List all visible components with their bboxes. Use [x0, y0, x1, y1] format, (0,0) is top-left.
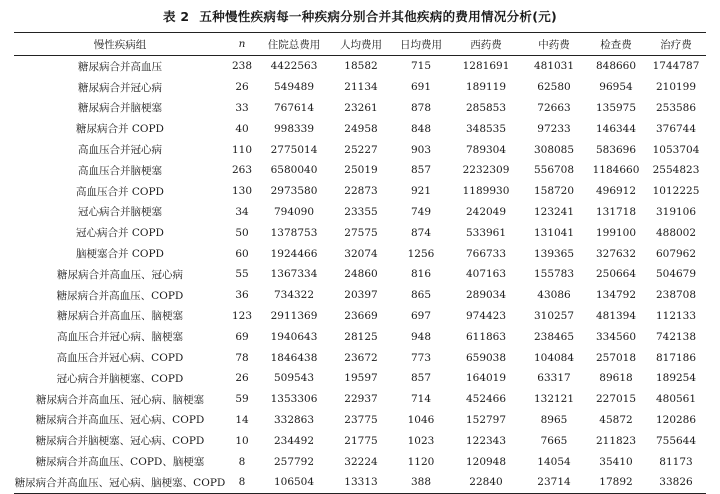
value-cell: 23714 [537, 476, 571, 489]
value-cell: 189119 [465, 81, 507, 94]
value-cell: 122343 [465, 434, 507, 447]
value-cell: 556708 [533, 164, 575, 177]
value-cell: 319106 [655, 205, 697, 218]
value-cell: 10 [235, 434, 249, 447]
group-name-cell: 冠心病合并脑梗塞 [78, 206, 162, 219]
group-name-cell: 脑梗塞合并 COPD [76, 248, 164, 261]
value-cell: 481031 [533, 60, 575, 73]
value-cell: 452466 [465, 393, 507, 406]
value-cell: 794090 [273, 205, 315, 218]
value-cell: 26 [235, 372, 249, 385]
group-name-cell: 糖尿病合并高血压、COPD、脑梗塞 [35, 456, 205, 469]
value-cell: 89618 [599, 372, 633, 385]
table-row [14, 306, 706, 327]
value-cell: 2554823 [652, 164, 700, 177]
value-cell: 14054 [537, 455, 571, 468]
group-name-cell: 糖尿病合并高血压、冠心病、脑梗塞 [36, 393, 204, 406]
value-cell: 158720 [533, 185, 575, 198]
group-name-cell: 冠心病合并 COPD [76, 227, 164, 240]
value-cell: 69 [235, 330, 249, 343]
table-row [14, 222, 706, 243]
value-cell: 21134 [344, 81, 378, 94]
table-row [14, 160, 706, 181]
value-cell: 78 [235, 351, 249, 364]
value-cell: 238465 [533, 330, 575, 343]
value-cell: 848 [410, 122, 432, 135]
column-header: n [238, 38, 246, 50]
group-name-cell: 糖尿病合并脑梗塞 [78, 102, 162, 115]
value-cell: 130 [231, 185, 253, 198]
value-cell: 1184660 [592, 164, 640, 177]
value-cell: 611863 [465, 330, 507, 343]
table-row [14, 410, 706, 431]
value-cell: 715 [410, 60, 432, 73]
value-cell: 1023 [407, 434, 435, 447]
value-cell: 691 [410, 81, 432, 94]
table-row [14, 451, 706, 472]
value-cell: 123241 [533, 205, 575, 218]
value-cell: 1053704 [652, 143, 700, 156]
table-row [14, 368, 706, 389]
value-cell: 2973580 [270, 185, 318, 198]
value-cell: 120286 [655, 413, 697, 426]
value-cell: 921 [410, 185, 432, 198]
value-cell: 488002 [655, 226, 697, 239]
value-cell: 1281691 [462, 60, 510, 73]
value-cell: 33 [235, 101, 249, 114]
table-row [14, 243, 706, 264]
table-row [14, 389, 706, 410]
column-header: 人均费用 [340, 38, 382, 51]
value-cell: 6580040 [270, 164, 318, 177]
value-cell: 27575 [344, 226, 378, 239]
value-cell: 697 [410, 309, 432, 322]
value-cell: 1846438 [270, 351, 318, 364]
value-cell: 72663 [537, 101, 571, 114]
table-header-row [14, 33, 706, 56]
column-header: 日均费用 [400, 38, 442, 51]
value-cell: 903 [410, 143, 432, 156]
value-cell: 106504 [273, 476, 315, 489]
value-cell: 62580 [537, 81, 571, 94]
value-cell: 749 [410, 205, 432, 218]
group-name-cell: 高血压合并冠心病、COPD [56, 352, 184, 365]
value-cell: 1367334 [270, 268, 318, 281]
value-cell: 135975 [595, 101, 637, 114]
value-cell: 310257 [533, 309, 575, 322]
value-cell: 146344 [595, 122, 637, 135]
value-cell: 22937 [344, 393, 378, 406]
value-cell: 23672 [344, 351, 378, 364]
value-cell: 25227 [344, 143, 378, 156]
value-cell: 1120 [407, 455, 435, 468]
value-cell: 773 [410, 351, 432, 364]
value-cell: 4422563 [270, 60, 318, 73]
value-cell: 112133 [655, 309, 697, 322]
value-cell: 32074 [344, 247, 378, 260]
value-cell: 50 [235, 226, 249, 239]
group-name-cell: 糖尿病合并高血压、脑梗塞 [57, 310, 183, 323]
value-cell: 263 [231, 164, 253, 177]
value-cell: 164019 [465, 372, 507, 385]
value-cell: 816 [410, 268, 432, 281]
value-cell: 767614 [273, 101, 315, 114]
value-cell: 1012225 [652, 185, 700, 198]
table-row [14, 77, 706, 98]
value-cell: 14 [235, 413, 249, 426]
value-cell: 327632 [595, 247, 637, 260]
group-name-cell: 高血压合并冠心病 [78, 144, 162, 157]
value-cell: 13313 [344, 476, 378, 489]
value-cell: 45872 [599, 413, 633, 426]
value-cell: 189254 [655, 372, 697, 385]
value-cell: 134792 [595, 289, 637, 302]
value-cell: 766733 [465, 247, 507, 260]
value-cell: 32224 [344, 455, 378, 468]
group-name-cell: 糖尿病合并 COPD [76, 123, 164, 136]
value-cell: 60 [235, 247, 249, 260]
value-cell: 25019 [344, 164, 378, 177]
value-cell: 152797 [465, 413, 507, 426]
value-cell: 22873 [344, 185, 378, 198]
value-cell: 1924466 [270, 247, 318, 260]
group-name-cell: 冠心病合并脑梗塞、COPD [56, 372, 184, 385]
group-name-cell: 糖尿病合并高血压、冠心病、COPD [35, 414, 205, 427]
group-name-cell: 糖尿病合并高血压 [78, 60, 162, 73]
value-cell: 7665 [540, 434, 568, 447]
group-name-cell: 糖尿病合并高血压、冠心病、脑梗塞、COPD [14, 476, 226, 489]
value-cell: 35410 [599, 455, 633, 468]
value-cell: 36 [235, 289, 249, 302]
value-cell: 26 [235, 81, 249, 94]
column-header: 住院总费用 [267, 38, 321, 51]
table-row [14, 202, 706, 223]
group-name-cell: 糖尿病合并高血压、COPD [56, 289, 184, 302]
value-cell: 238708 [655, 289, 697, 302]
value-cell: 1353306 [270, 393, 318, 406]
value-cell: 285853 [465, 101, 507, 114]
value-cell: 2232309 [462, 164, 510, 177]
value-cell: 734322 [273, 289, 315, 302]
value-cell: 1256 [407, 247, 435, 260]
value-cell: 18582 [344, 60, 378, 73]
value-cell: 104084 [533, 351, 575, 364]
value-cell: 120948 [465, 455, 507, 468]
group-name-cell: 糖尿病合并脑梗塞、冠心病、COPD [35, 435, 205, 448]
value-cell: 28125 [344, 330, 378, 343]
value-cell: 2775014 [270, 143, 318, 156]
column-header: 治疗费 [660, 38, 692, 51]
value-cell: 289034 [465, 289, 507, 302]
value-cell: 97233 [537, 122, 571, 135]
value-cell: 257018 [595, 351, 637, 364]
value-cell: 227015 [595, 393, 637, 406]
value-cell: 1940643 [270, 330, 318, 343]
value-cell: 23355 [344, 205, 378, 218]
table-row [14, 285, 706, 306]
value-cell: 583696 [595, 143, 637, 156]
value-cell: 857 [410, 372, 432, 385]
column-header: 检查费 [600, 38, 632, 51]
value-cell: 607962 [655, 247, 697, 260]
table-row [14, 98, 706, 119]
value-cell: 23775 [344, 413, 378, 426]
value-cell: 659038 [465, 351, 507, 364]
table-title: 五种慢性疾病每一种疾病分别合并其他疾病的费用情况分析(元) [199, 9, 558, 24]
table-row [14, 139, 706, 160]
value-cell: 533961 [465, 226, 507, 239]
value-cell: 43086 [537, 289, 571, 302]
value-cell: 480561 [655, 393, 697, 406]
value-cell: 34 [235, 205, 249, 218]
value-cell: 20397 [344, 289, 378, 302]
value-cell: 110 [231, 143, 253, 156]
value-cell: 8 [238, 455, 246, 468]
value-cell: 8965 [540, 413, 568, 426]
table-row [14, 326, 706, 347]
value-cell: 865 [410, 289, 432, 302]
value-cell: 59 [235, 393, 249, 406]
table-row [14, 56, 706, 77]
value-cell: 974423 [465, 309, 507, 322]
value-cell: 2911369 [270, 309, 318, 322]
table-row [14, 347, 706, 368]
value-cell: 22840 [469, 476, 503, 489]
value-cell: 131041 [533, 226, 575, 239]
value-cell: 238 [231, 60, 253, 73]
value-cell: 948 [410, 330, 432, 343]
value-cell: 155783 [533, 268, 575, 281]
group-name-cell: 高血压合并脑梗塞 [78, 164, 162, 177]
value-cell: 742138 [655, 330, 697, 343]
value-cell: 1189930 [462, 185, 510, 198]
value-cell: 250664 [595, 268, 637, 281]
value-cell: 55 [235, 268, 249, 281]
value-cell: 1378753 [270, 226, 318, 239]
value-cell: 1046 [407, 413, 435, 426]
value-cell: 874 [410, 226, 432, 239]
value-cell: 857 [410, 164, 432, 177]
value-cell: 308085 [533, 143, 575, 156]
table-row [14, 264, 706, 285]
group-name-cell: 糖尿病合并冠心病 [78, 81, 162, 94]
table-row [14, 430, 706, 451]
value-cell: 998339 [273, 122, 315, 135]
column-header: 西药费 [470, 38, 502, 51]
table-row [14, 118, 706, 139]
table-row [14, 181, 706, 202]
value-cell: 139365 [533, 247, 575, 260]
column-header: 中药费 [538, 38, 570, 51]
table-row [14, 472, 706, 493]
table-number: 表 2 [162, 9, 190, 24]
table-body [14, 56, 706, 494]
value-cell: 210199 [655, 81, 697, 94]
group-name-cell: 高血压合并冠心病、脑梗塞 [57, 331, 183, 344]
value-cell: 23261 [344, 101, 378, 114]
column-header: 慢性疾病组 [93, 38, 147, 51]
value-cell: 23669 [344, 309, 378, 322]
value-cell: 878 [410, 101, 432, 114]
value-cell: 123 [231, 309, 253, 322]
value-cell: 257792 [273, 455, 315, 468]
value-cell: 81173 [659, 455, 693, 468]
value-cell: 714 [410, 393, 432, 406]
value-cell: 24860 [344, 268, 378, 281]
group-name-cell: 糖尿病合并高血压、冠心病 [57, 268, 183, 281]
value-cell: 755644 [655, 434, 697, 447]
value-cell: 334560 [595, 330, 637, 343]
value-cell: 549489 [273, 81, 315, 94]
value-cell: 789304 [465, 143, 507, 156]
value-cell: 332863 [273, 413, 315, 426]
value-cell: 253586 [655, 101, 697, 114]
value-cell: 348535 [465, 122, 507, 135]
value-cell: 19597 [344, 372, 378, 385]
value-cell: 21775 [344, 434, 378, 447]
value-cell: 40 [235, 122, 249, 135]
value-cell: 481394 [595, 309, 637, 322]
value-cell: 848660 [595, 60, 637, 73]
value-cell: 407163 [465, 268, 507, 281]
group-name-cell: 高血压合并 COPD [76, 185, 164, 198]
value-cell: 211823 [595, 434, 637, 447]
value-cell: 509543 [273, 372, 315, 385]
value-cell: 63317 [537, 372, 571, 385]
value-cell: 1744787 [652, 60, 700, 73]
value-cell: 242049 [465, 205, 507, 218]
value-cell: 376744 [655, 122, 697, 135]
value-cell: 817186 [655, 351, 697, 364]
value-cell: 96954 [599, 81, 633, 94]
value-cell: 24958 [344, 122, 378, 135]
value-cell: 496912 [595, 185, 637, 198]
table-caption [0, 7, 720, 25]
value-cell: 504679 [655, 268, 697, 281]
value-cell: 388 [410, 476, 432, 489]
value-cell: 8 [238, 476, 246, 489]
value-cell: 33826 [659, 476, 693, 489]
cost-table [14, 32, 706, 494]
value-cell: 17892 [599, 476, 633, 489]
value-cell: 199100 [595, 226, 637, 239]
value-cell: 132121 [533, 393, 575, 406]
value-cell: 234492 [273, 434, 315, 447]
value-cell: 131718 [595, 205, 637, 218]
